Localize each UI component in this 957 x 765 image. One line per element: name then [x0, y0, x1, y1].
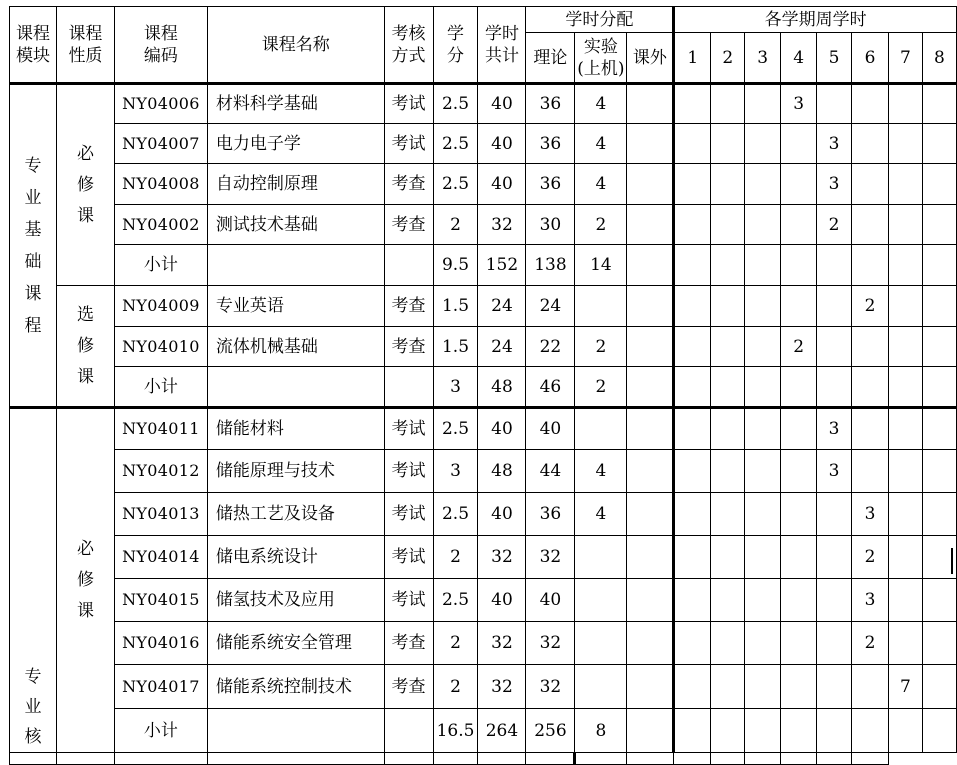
semester-hours	[852, 665, 889, 709]
semester-hours	[888, 579, 922, 622]
theory-hours: 36	[526, 124, 575, 164]
semester-hours	[852, 124, 889, 164]
course-code: NY04015	[114, 579, 207, 622]
theory-hours: 32	[526, 622, 575, 665]
next-row-cell	[526, 753, 575, 765]
credit-value: 3	[433, 450, 478, 493]
semester-hours	[888, 124, 922, 164]
semester-hours	[745, 450, 781, 493]
total-hours: 32	[478, 665, 526, 709]
credit-value: 2.5	[433, 579, 478, 622]
subtotal-semester	[745, 367, 781, 408]
extra-hours	[627, 84, 674, 124]
exam-type: 考试	[384, 579, 433, 622]
subtotal-lab: 2	[575, 367, 627, 408]
subtotal-semester	[817, 367, 852, 408]
semester-hours	[745, 84, 781, 124]
credit-value: 2.5	[433, 164, 478, 205]
header-semester: 2	[711, 33, 745, 84]
subtotal-semester	[781, 367, 817, 408]
subtotal-credit: 16.5	[433, 709, 478, 753]
course-name: 自动控制原理	[207, 164, 384, 205]
semester-hours: 2	[852, 536, 889, 579]
exam-type: 考试	[384, 124, 433, 164]
subtotal-label: 小计	[114, 245, 207, 286]
semester-hours	[852, 205, 889, 245]
next-row-cell	[852, 753, 889, 765]
header-semester: 3	[745, 33, 781, 84]
total-hours: 40	[478, 164, 526, 205]
semester-hours	[745, 286, 781, 327]
semester-hours: 3	[781, 84, 817, 124]
header-weekly: 各学期周学时	[674, 7, 957, 33]
extra-hours	[627, 536, 674, 579]
semester-hours	[852, 327, 889, 367]
header-module: 课程模块	[10, 7, 57, 84]
exam-type: 考查	[384, 622, 433, 665]
subtotal-semester	[888, 245, 922, 286]
credit-value: 2.5	[433, 408, 478, 450]
total-hours: 40	[478, 124, 526, 164]
extra-hours	[627, 408, 674, 450]
subtotal-semester	[711, 709, 745, 753]
next-row-cell	[384, 753, 433, 765]
subtotal-semester	[922, 367, 956, 408]
semester-hours	[674, 327, 711, 367]
semester-hours	[888, 327, 922, 367]
total-hours: 24	[478, 286, 526, 327]
total-hours: 40	[478, 579, 526, 622]
semester-hours	[852, 450, 889, 493]
course-name: 电力电子学	[207, 124, 384, 164]
semester-hours	[711, 536, 745, 579]
exam-type: 考查	[384, 665, 433, 709]
theory-hours: 44	[526, 450, 575, 493]
course-code: NY04009	[114, 286, 207, 327]
semester-hours	[852, 408, 889, 450]
subtotal-label: 小计	[114, 709, 207, 753]
semester-hours	[674, 164, 711, 205]
semester-hours	[745, 536, 781, 579]
total-hours: 32	[478, 205, 526, 245]
next-row-cell	[56, 753, 114, 765]
semester-hours	[922, 84, 956, 124]
course-code: NY04002	[114, 205, 207, 245]
extra-hours	[627, 327, 674, 367]
semester-hours	[745, 327, 781, 367]
subtotal-theory: 46	[526, 367, 575, 408]
subtotal-semester	[922, 709, 956, 753]
lab-hours: 4	[575, 493, 627, 536]
subtotal-semester	[674, 367, 711, 408]
subtotal-extra	[627, 709, 674, 753]
course-name: 储能系统控制技术	[207, 665, 384, 709]
semester-hours	[922, 286, 956, 327]
extra-hours	[627, 450, 674, 493]
subtotal-credit: 9.5	[433, 245, 478, 286]
semester-hours	[817, 579, 852, 622]
header-semester: 1	[674, 33, 711, 84]
subtotal-extra	[627, 367, 674, 408]
next-row-cell	[10, 753, 57, 765]
subtotal-theory: 256	[526, 709, 575, 753]
extra-hours	[627, 665, 674, 709]
semester-hours: 3	[817, 124, 852, 164]
course-name: 专业英语	[207, 286, 384, 327]
semester-hours	[711, 84, 745, 124]
subtotal-semester	[922, 245, 956, 286]
course-name: 储氢技术及应用	[207, 579, 384, 622]
next-row-cell	[745, 753, 781, 765]
semester-hours	[888, 493, 922, 536]
subtotal-semester	[745, 709, 781, 753]
semester-hours	[674, 286, 711, 327]
theory-hours: 30	[526, 205, 575, 245]
semester-hours	[781, 665, 817, 709]
lab-hours	[575, 579, 627, 622]
header-hours-total: 学时共计	[478, 7, 526, 84]
subtotal-semester	[745, 245, 781, 286]
subtotal-semester	[781, 709, 817, 753]
semester-hours	[674, 665, 711, 709]
subtotal-lab: 14	[575, 245, 627, 286]
course-code: NY04014	[114, 536, 207, 579]
course-code: NY04010	[114, 327, 207, 367]
next-row-cell	[711, 753, 745, 765]
subtotal-exam	[384, 245, 433, 286]
semester-hours	[781, 579, 817, 622]
semester-hours	[922, 622, 956, 665]
total-hours: 32	[478, 622, 526, 665]
exam-type: 考查	[384, 205, 433, 245]
subtotal-exam	[384, 709, 433, 753]
semester-hours	[817, 665, 852, 709]
semester-hours	[888, 450, 922, 493]
semester-hours	[674, 493, 711, 536]
semester-hours	[922, 493, 956, 536]
theory-hours: 36	[526, 84, 575, 124]
subtotal-semester	[817, 709, 852, 753]
module-cell: 专业基础课程	[10, 84, 57, 408]
credit-value: 2	[433, 205, 478, 245]
theory-hours: 40	[526, 579, 575, 622]
next-row-cell	[781, 753, 817, 765]
subtotal-name	[207, 367, 384, 408]
extra-hours	[627, 205, 674, 245]
next-row-cell	[114, 753, 207, 765]
credit-value: 2.5	[433, 84, 478, 124]
semester-hours	[781, 536, 817, 579]
header-theory: 理论	[526, 33, 575, 84]
semester-hours	[745, 579, 781, 622]
semester-hours: 2	[781, 327, 817, 367]
semester-hours: 3	[852, 579, 889, 622]
exam-type: 考查	[384, 164, 433, 205]
course-name: 储能材料	[207, 408, 384, 450]
semester-hours	[711, 408, 745, 450]
theory-hours: 22	[526, 327, 575, 367]
semester-hours	[888, 408, 922, 450]
total-hours: 24	[478, 327, 526, 367]
lab-hours: 4	[575, 164, 627, 205]
semester-hours	[817, 536, 852, 579]
semester-hours	[817, 493, 852, 536]
semester-hours	[781, 408, 817, 450]
subtotal-theory: 138	[526, 245, 575, 286]
total-hours: 48	[478, 450, 526, 493]
semester-hours	[888, 84, 922, 124]
extra-hours	[627, 124, 674, 164]
course-code: NY04016	[114, 622, 207, 665]
header-semester: 8	[922, 33, 956, 84]
subtotal-semester	[674, 709, 711, 753]
credit-value: 1.5	[433, 286, 478, 327]
semester-hours	[781, 124, 817, 164]
semester-hours	[745, 622, 781, 665]
credit-value: 2	[433, 536, 478, 579]
subtotal-total: 264	[478, 709, 526, 753]
subtotal-total: 152	[478, 245, 526, 286]
edge-mark	[951, 548, 953, 574]
semester-hours	[817, 84, 852, 124]
course-name: 储能原理与技术	[207, 450, 384, 493]
theory-hours: 32	[526, 536, 575, 579]
subtotal-semester	[852, 367, 889, 408]
credit-value: 2	[433, 665, 478, 709]
subtotal-semester	[711, 367, 745, 408]
semester-hours	[922, 579, 956, 622]
module-cell: 专业核	[10, 408, 57, 753]
semester-hours	[745, 205, 781, 245]
credit-value: 2	[433, 622, 478, 665]
subtotal-total: 48	[478, 367, 526, 408]
course-code: NY04008	[114, 164, 207, 205]
semester-hours: 7	[888, 665, 922, 709]
semester-hours	[852, 164, 889, 205]
curriculum-table	[9, 6, 957, 765]
credit-value: 2.5	[433, 124, 478, 164]
course-name: 材料科学基础	[207, 84, 384, 124]
semester-hours	[922, 124, 956, 164]
subtotal-label: 小计	[114, 367, 207, 408]
subtotal-semester	[888, 709, 922, 753]
semester-hours	[888, 164, 922, 205]
next-row-cell	[817, 753, 852, 765]
subtotal-semester	[852, 245, 889, 286]
exam-type: 考试	[384, 450, 433, 493]
semester-hours	[817, 327, 852, 367]
semester-hours: 2	[817, 205, 852, 245]
semester-hours	[781, 164, 817, 205]
semester-hours	[745, 665, 781, 709]
nature-cell: 必修课	[56, 408, 114, 753]
semester-hours	[922, 450, 956, 493]
semester-hours	[711, 493, 745, 536]
theory-hours: 36	[526, 493, 575, 536]
subtotal-semester	[852, 709, 889, 753]
semester-hours: 2	[852, 286, 889, 327]
semester-hours	[711, 579, 745, 622]
subtotal-semester	[781, 245, 817, 286]
lab-hours: 2	[575, 205, 627, 245]
semester-hours	[781, 205, 817, 245]
semester-hours: 3	[817, 450, 852, 493]
semester-hours	[674, 622, 711, 665]
subtotal-semester	[711, 245, 745, 286]
semester-hours	[745, 124, 781, 164]
credit-value: 2.5	[433, 493, 478, 536]
exam-type: 考试	[384, 408, 433, 450]
header-code: 课程编码	[114, 7, 207, 84]
header-semester: 7	[888, 33, 922, 84]
semester-hours	[745, 164, 781, 205]
semester-hours	[888, 286, 922, 327]
extra-hours	[627, 622, 674, 665]
header-name: 课程名称	[207, 7, 384, 84]
semester-hours: 2	[852, 622, 889, 665]
header-semester: 4	[781, 33, 817, 84]
semester-hours	[674, 124, 711, 164]
lab-hours: 4	[575, 84, 627, 124]
semester-hours	[674, 408, 711, 450]
total-hours: 40	[478, 84, 526, 124]
theory-hours: 40	[526, 408, 575, 450]
total-hours: 40	[478, 408, 526, 450]
semester-hours	[711, 205, 745, 245]
semester-hours: 3	[817, 408, 852, 450]
semester-hours	[922, 327, 956, 367]
next-row-cell	[207, 753, 384, 765]
course-code: NY04013	[114, 493, 207, 536]
theory-hours: 36	[526, 164, 575, 205]
course-name: 流体机械基础	[207, 327, 384, 367]
semester-hours	[674, 450, 711, 493]
extra-hours	[627, 493, 674, 536]
next-row-cell	[627, 753, 674, 765]
semester-hours	[852, 84, 889, 124]
subtotal-semester	[817, 245, 852, 286]
semester-hours	[922, 408, 956, 450]
subtotal-semester	[674, 245, 711, 286]
header-exam: 考核方式	[384, 7, 433, 84]
lab-hours: 4	[575, 124, 627, 164]
subtotal-name	[207, 709, 384, 753]
subtotal-semester	[888, 367, 922, 408]
exam-type: 考查	[384, 286, 433, 327]
semester-hours	[745, 493, 781, 536]
subtotal-credit: 3	[433, 367, 478, 408]
semester-hours	[711, 164, 745, 205]
subtotal-exam	[384, 367, 433, 408]
total-hours: 40	[478, 493, 526, 536]
subtotal-name	[207, 245, 384, 286]
semester-hours	[674, 84, 711, 124]
course-code: NY04011	[114, 408, 207, 450]
semester-hours	[674, 205, 711, 245]
semester-hours: 3	[852, 493, 889, 536]
header-hours-alloc: 学时分配	[526, 7, 674, 33]
theory-hours: 24	[526, 286, 575, 327]
semester-hours	[711, 124, 745, 164]
semester-hours	[674, 579, 711, 622]
header-semester: 6	[852, 33, 889, 84]
semester-hours	[888, 205, 922, 245]
course-code: NY04006	[114, 84, 207, 124]
semester-hours	[711, 286, 745, 327]
semester-hours	[922, 665, 956, 709]
subtotal-lab: 8	[575, 709, 627, 753]
semester-hours	[922, 164, 956, 205]
theory-hours: 32	[526, 665, 575, 709]
nature-cell: 必修课	[56, 84, 114, 286]
credit-value: 1.5	[433, 327, 478, 367]
course-name: 测试技术基础	[207, 205, 384, 245]
semester-hours	[781, 493, 817, 536]
lab-hours: 4	[575, 450, 627, 493]
lab-hours	[575, 622, 627, 665]
semester-hours	[711, 622, 745, 665]
next-row-cell	[433, 753, 478, 765]
next-row-cell	[674, 753, 711, 765]
semester-hours	[817, 286, 852, 327]
subtotal-extra	[627, 245, 674, 286]
course-code: NY04012	[114, 450, 207, 493]
header-credit: 学分	[433, 7, 478, 84]
nature-cell: 选修课	[56, 286, 114, 408]
header-extra: 课外	[627, 33, 674, 84]
semester-hours	[674, 536, 711, 579]
header-lab: 实验(上机)	[575, 33, 627, 84]
semester-hours	[781, 622, 817, 665]
semester-hours	[711, 450, 745, 493]
total-hours: 32	[478, 536, 526, 579]
course-code: NY04017	[114, 665, 207, 709]
course-name: 储电系统设计	[207, 536, 384, 579]
exam-type: 考试	[384, 84, 433, 124]
semester-hours	[781, 450, 817, 493]
extra-hours	[627, 164, 674, 205]
lab-hours	[575, 286, 627, 327]
exam-type: 考试	[384, 493, 433, 536]
next-row-cell	[575, 753, 627, 765]
lab-hours	[575, 665, 627, 709]
lab-hours	[575, 536, 627, 579]
exam-type: 考试	[384, 536, 433, 579]
semester-hours	[711, 665, 745, 709]
semester-hours	[888, 622, 922, 665]
semester-hours	[745, 408, 781, 450]
semester-hours	[817, 622, 852, 665]
course-name: 储热工艺及设备	[207, 493, 384, 536]
lab-hours	[575, 408, 627, 450]
semester-hours: 3	[817, 164, 852, 205]
header-semester: 5	[817, 33, 852, 84]
header-nature: 课程性质	[56, 7, 114, 84]
extra-hours	[627, 579, 674, 622]
course-name: 储能系统安全管理	[207, 622, 384, 665]
next-row-cell	[478, 753, 526, 765]
lab-hours: 2	[575, 327, 627, 367]
course-code: NY04007	[114, 124, 207, 164]
semester-hours	[781, 286, 817, 327]
semester-hours	[888, 536, 922, 579]
extra-hours	[627, 286, 674, 327]
semester-hours	[711, 327, 745, 367]
semester-hours	[922, 205, 956, 245]
exam-type: 考查	[384, 327, 433, 367]
